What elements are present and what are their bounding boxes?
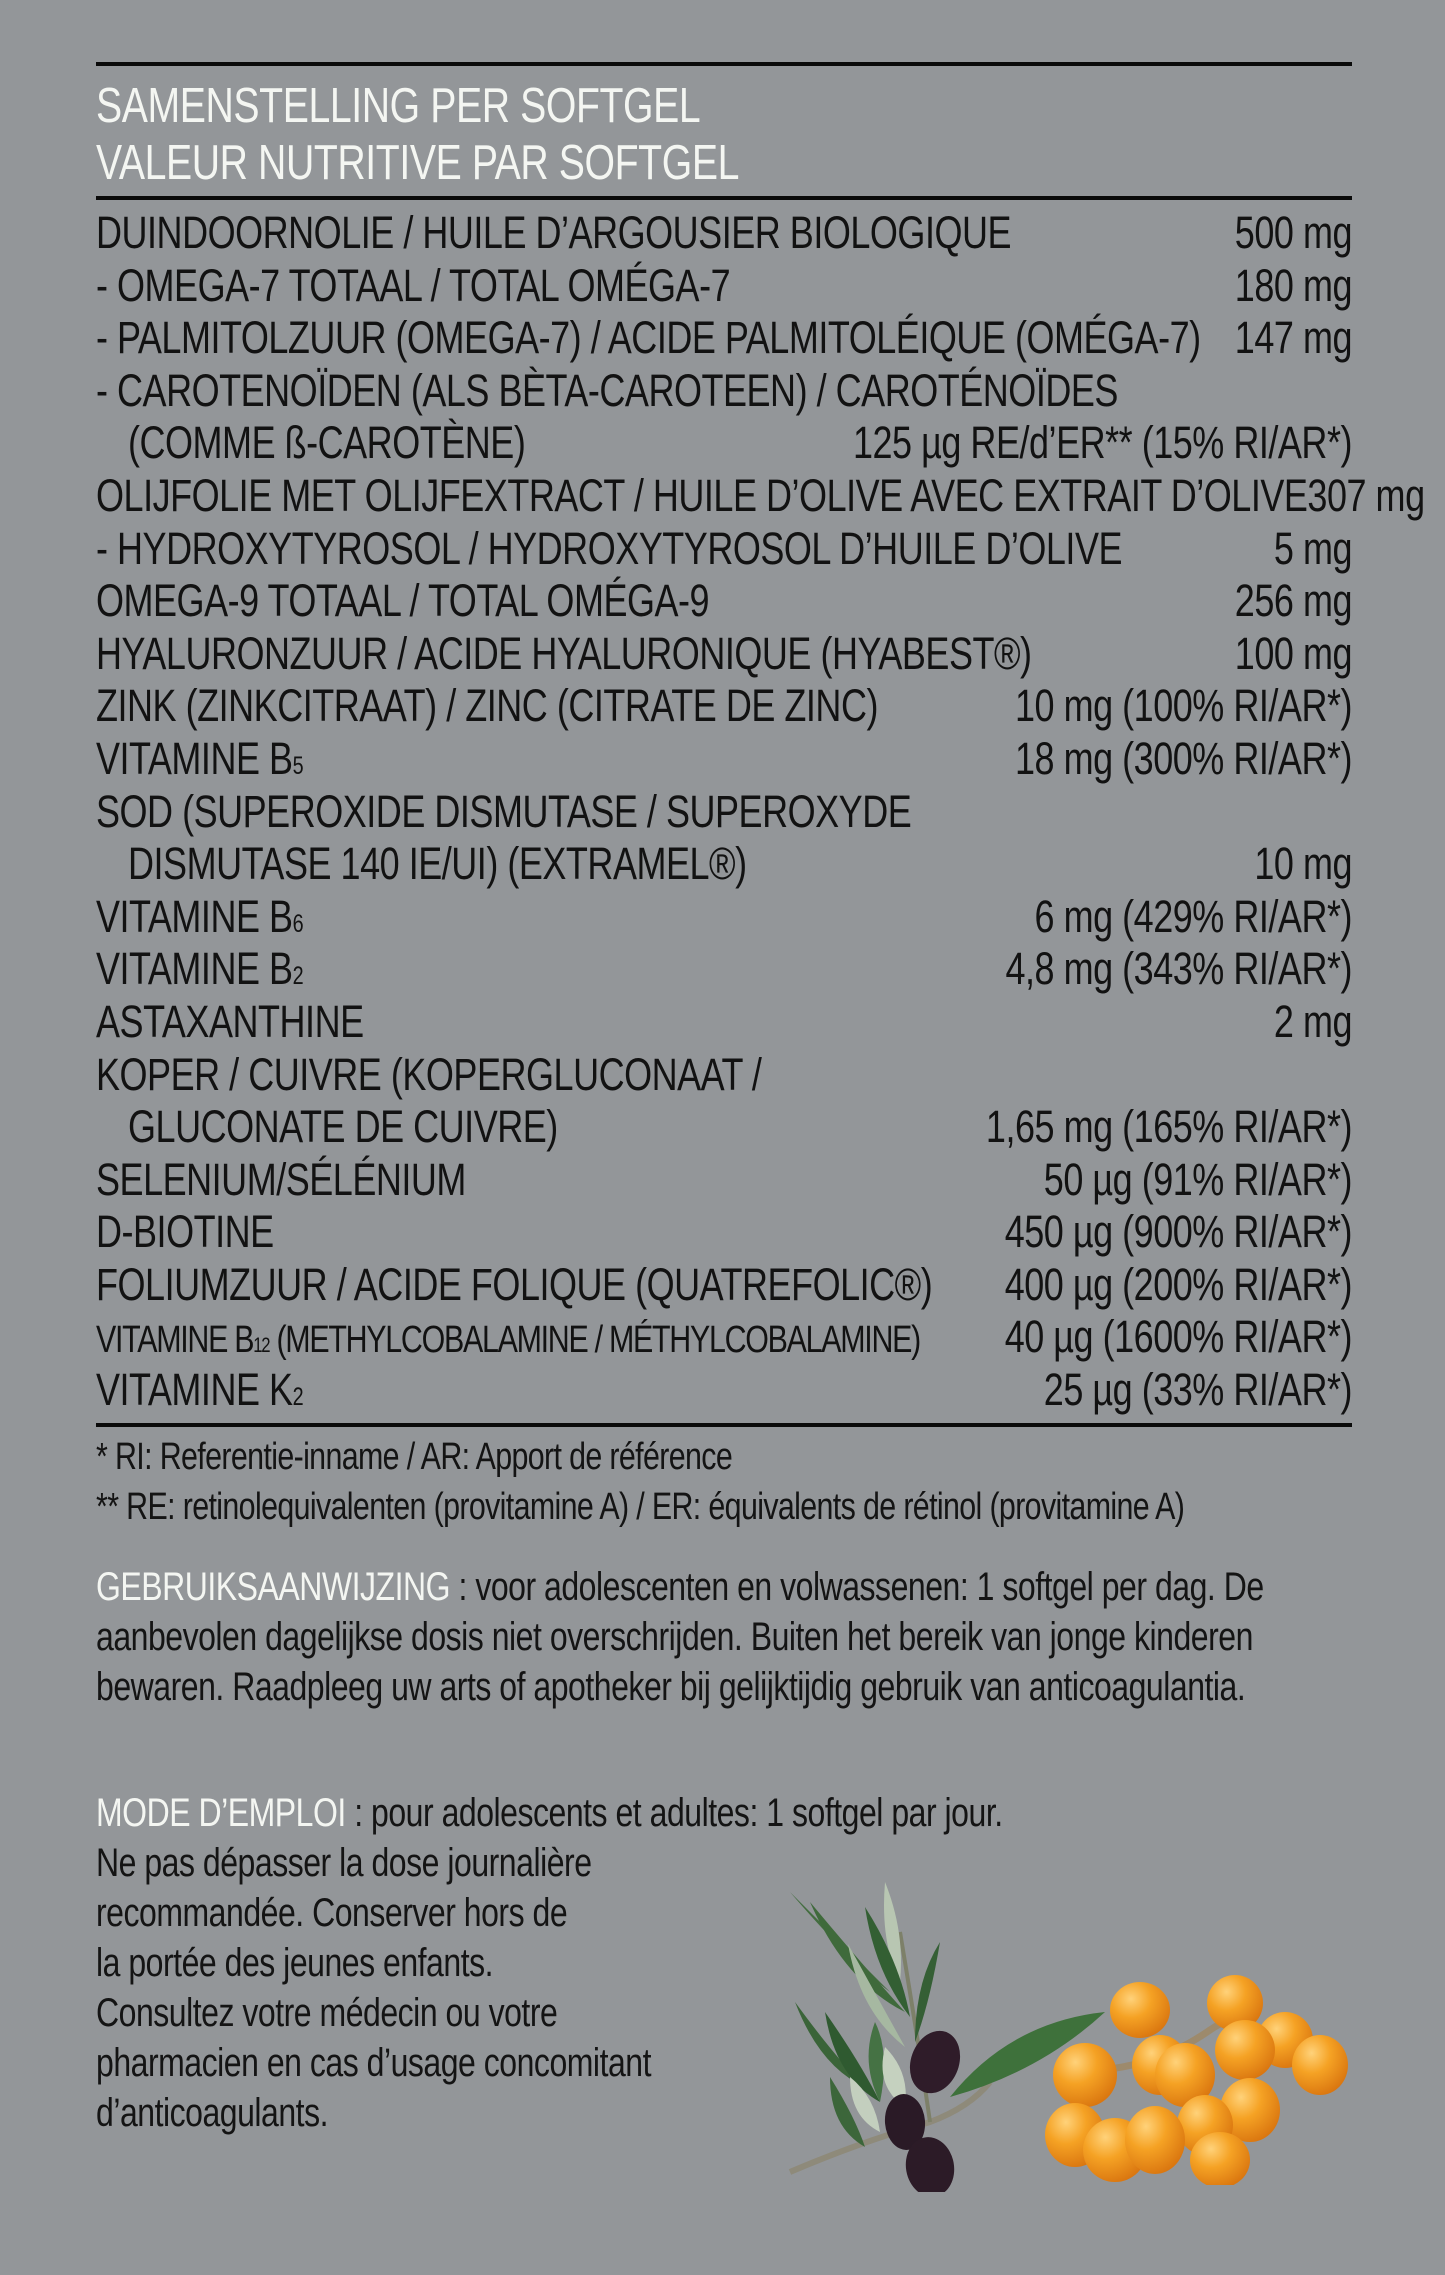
ingredient-name-text: VITAMINE B [96, 943, 293, 995]
usage-fr-line: la portée des jeunes enfants. [96, 1941, 494, 1985]
ingredient-name-tail: (METHYLCOBALAMINE / MÉTHYLCOBALAMINE) [269, 1319, 920, 1362]
ingredient-amount: 1,65 mg (165% RI/AR*) [985, 1101, 1352, 1153]
ingredient-name: - PALMITOLZUUR (OMEGA-7) / ACIDE PALMITOLÉIQUE (OMÉGA-7) [96, 312, 1201, 364]
usage-fr-first-line [96, 1788, 1352, 1838]
composition-row [96, 1049, 1352, 1102]
ingredient-amount: 256 mg [1234, 575, 1352, 627]
footnotes [96, 1432, 1352, 1532]
ingredient-name-text: VITAMINE B [96, 1319, 254, 1362]
ingredient-amount: 400 µg (200% RI/AR*) [1004, 1258, 1352, 1310]
composition-row [96, 523, 1352, 576]
title-fr: VALEUR NUTRITIVE PAR SOFTGEL [96, 136, 739, 190]
composition-row [96, 1101, 1352, 1154]
ingredient-name: - OMEGA-7 TOTAAL / TOTAL OMÉGA-7 [96, 259, 731, 311]
header-rule [96, 196, 1352, 200]
ingredient-amount: 40 µg (1600% RI/AR*) [1004, 1311, 1352, 1363]
composition-row [96, 1259, 1352, 1312]
ingredient-name: D-BIOTINE [96, 1206, 274, 1258]
ingredient-amount: 500 mg [1234, 207, 1352, 258]
usage-nl-separator: : [450, 1565, 476, 1609]
ingredient-amount: 6 mg (429% RI/AR*) [1034, 890, 1352, 942]
ingredient-amount: 5 mg [1273, 522, 1352, 574]
subscript: 6 [292, 910, 304, 938]
usage-fr-line: Consultez votre médecin ou votre [96, 1991, 558, 2035]
ingredient-name: OLIJFOLIE MET OLIJFEXTRACT / HUILE D’OLIVE AVEC EXTRAIT D’OLIVE [96, 469, 1308, 521]
ingredient-amount: 50 µg (91% RI/AR*) [1043, 1153, 1352, 1205]
subscript: 2 [292, 963, 304, 991]
footnote-re: ** RE: retinolequivalenten (provitamine A) / ER: équivalents de rétinol (provitamine A) [96, 1486, 1185, 1528]
usage-fr-heading: MODE D’EMPLOI [96, 1791, 346, 1835]
ingredient-amount: 125 µg RE/d’ER** (15% RI/AR*) [852, 417, 1352, 469]
composition-row [96, 680, 1352, 733]
usage-fr-line: Ne pas dépasser la dose journalière [96, 1841, 592, 1885]
usage-fr-line: d’anticoagulants. [96, 2091, 329, 2135]
ingredient-name [96, 891, 303, 952]
composition-row [96, 469, 1425, 523]
usage-fr-separator: : [345, 1791, 372, 1835]
usage-fr-first-text: pour adolescents et adultes: 1 softgel par jour. [371, 1791, 1003, 1835]
usage-fr-line: recommandée. Conserver hors de [96, 1891, 568, 1935]
composition-row [96, 838, 1352, 891]
ingredient-name: KOPER / CUIVRE (KOPERGLUCONAAT / [96, 1048, 762, 1100]
ingredient-name: SOD (SUPEROXIDE DISMUTASE / SUPEROXYDE [96, 785, 912, 837]
ingredient-name: OMEGA-9 TOTAAL / TOTAL OMÉGA-9 [96, 575, 710, 627]
ingredient-amount: 450 µg (900% RI/AR*) [1004, 1206, 1352, 1258]
ingredient-amount: 25 µg (33% RI/AR*) [1043, 1364, 1352, 1416]
ingredient-name [96, 943, 303, 1004]
ingredient-name: - CAROTENOÏDEN (ALS BÈTA-CAROTEEN) / CAROTÉNOÏDES [96, 364, 1118, 416]
composition-row [96, 207, 1352, 260]
ingredient-name [96, 733, 303, 794]
composition-row [96, 733, 1352, 786]
subscript: 5 [292, 752, 304, 780]
composition-row [96, 417, 1352, 470]
composition-row [96, 628, 1352, 681]
composition-row [96, 996, 1352, 1049]
header [96, 78, 1352, 192]
composition-row [96, 575, 1352, 628]
sea-buckthorn-berries-icon [1040, 1975, 1360, 2185]
ingredient-name: (COMME ß-CAROTÈNE) [128, 417, 526, 469]
ingredient-name: DUINDOORNOLIE / HUILE D’ARGOUSIER BIOLOGIQUE [96, 207, 1012, 258]
ingredient-name: DISMUTASE 140 IE/UI) (EXTRAMEL®) [128, 838, 747, 890]
usage-nl [96, 1562, 1344, 1712]
composition-table [96, 207, 1425, 1417]
ingredient-name: ZINK (ZINKCITRAAT) / ZINC (CITRATE DE ZINC) [96, 680, 878, 732]
composition-row [96, 891, 1352, 944]
ingredient-name: GLUCONATE DE CUIVRE) [128, 1101, 558, 1153]
table-bottom-rule [96, 1423, 1352, 1427]
subscript: 2 [292, 1384, 304, 1412]
ingredient-amount: 100 mg [1234, 627, 1352, 679]
usage-nl-heading: GEBRUIKSAANWIJZING [96, 1565, 451, 1609]
composition-row [96, 786, 1352, 839]
composition-row [96, 312, 1352, 365]
ingredient-name-text: VITAMINE K [96, 1364, 293, 1416]
composition-row [96, 1311, 1352, 1364]
composition-row [96, 365, 1352, 418]
ingredient-name: HYALURONZUUR / ACIDE HYALURONIQUE (HYABEST®) [96, 627, 1032, 679]
ingredient-amount: 307 mg [1307, 469, 1425, 521]
ingredient-amount: 4,8 mg (343% RI/AR*) [1005, 943, 1352, 995]
composition-row [96, 1154, 1352, 1207]
ingredient-name: - HYDROXYTYROSOL / HYDROXYTYROSOL D’HUILE D’OLIVE [96, 522, 1123, 574]
usage-nl-paragraph [96, 1562, 1344, 1712]
ingredient-name-text: VITAMINE B [96, 890, 293, 942]
title-nl: SAMENSTELLING PER SOFTGEL [96, 79, 701, 133]
composition-row [96, 260, 1352, 313]
composition-row [96, 1206, 1352, 1259]
ingredient-amount: 18 mg (300% RI/AR*) [1014, 732, 1352, 784]
ingredient-amount: 10 mg [1254, 838, 1352, 890]
footnote-ri: * RI: Referentie-inname / AR: Apport de référence [96, 1436, 733, 1478]
usage-nl-text: voor adolescenten en volwassenen: 1 softgel per dag. De aanbevolen dagelijkse dosis niet overschrijden. Buiten het bereik van jonge kinderen bewaren. Raadpleeg uw arts of apotheker bij gelijktijdig gebruik van anticoagulantia. [96, 1565, 1264, 1709]
ingredient-amount: 147 mg [1234, 312, 1352, 364]
ingredient-name: FOLIUMZUUR / ACIDE FOLIQUE (QUATREFOLIC®) [96, 1258, 933, 1310]
usage-fr-line: pharmacien en cas d’usage concomitant [96, 2041, 652, 2085]
ingredient-name: ASTAXANTHINE [96, 995, 364, 1047]
ingredient-name: SELENIUM/SÉLÉNIUM [96, 1153, 466, 1205]
ingredient-amount: 180 mg [1234, 259, 1352, 311]
composition-row [96, 943, 1352, 996]
ingredient-name [96, 1364, 303, 1425]
ingredient-amount: 2 mg [1273, 995, 1352, 1047]
ingredient-name-text: VITAMINE B [96, 732, 293, 784]
subscript: 12 [253, 1334, 270, 1358]
top-rule [96, 62, 1352, 66]
ingredient-amount: 10 mg (100% RI/AR*) [1014, 680, 1352, 732]
